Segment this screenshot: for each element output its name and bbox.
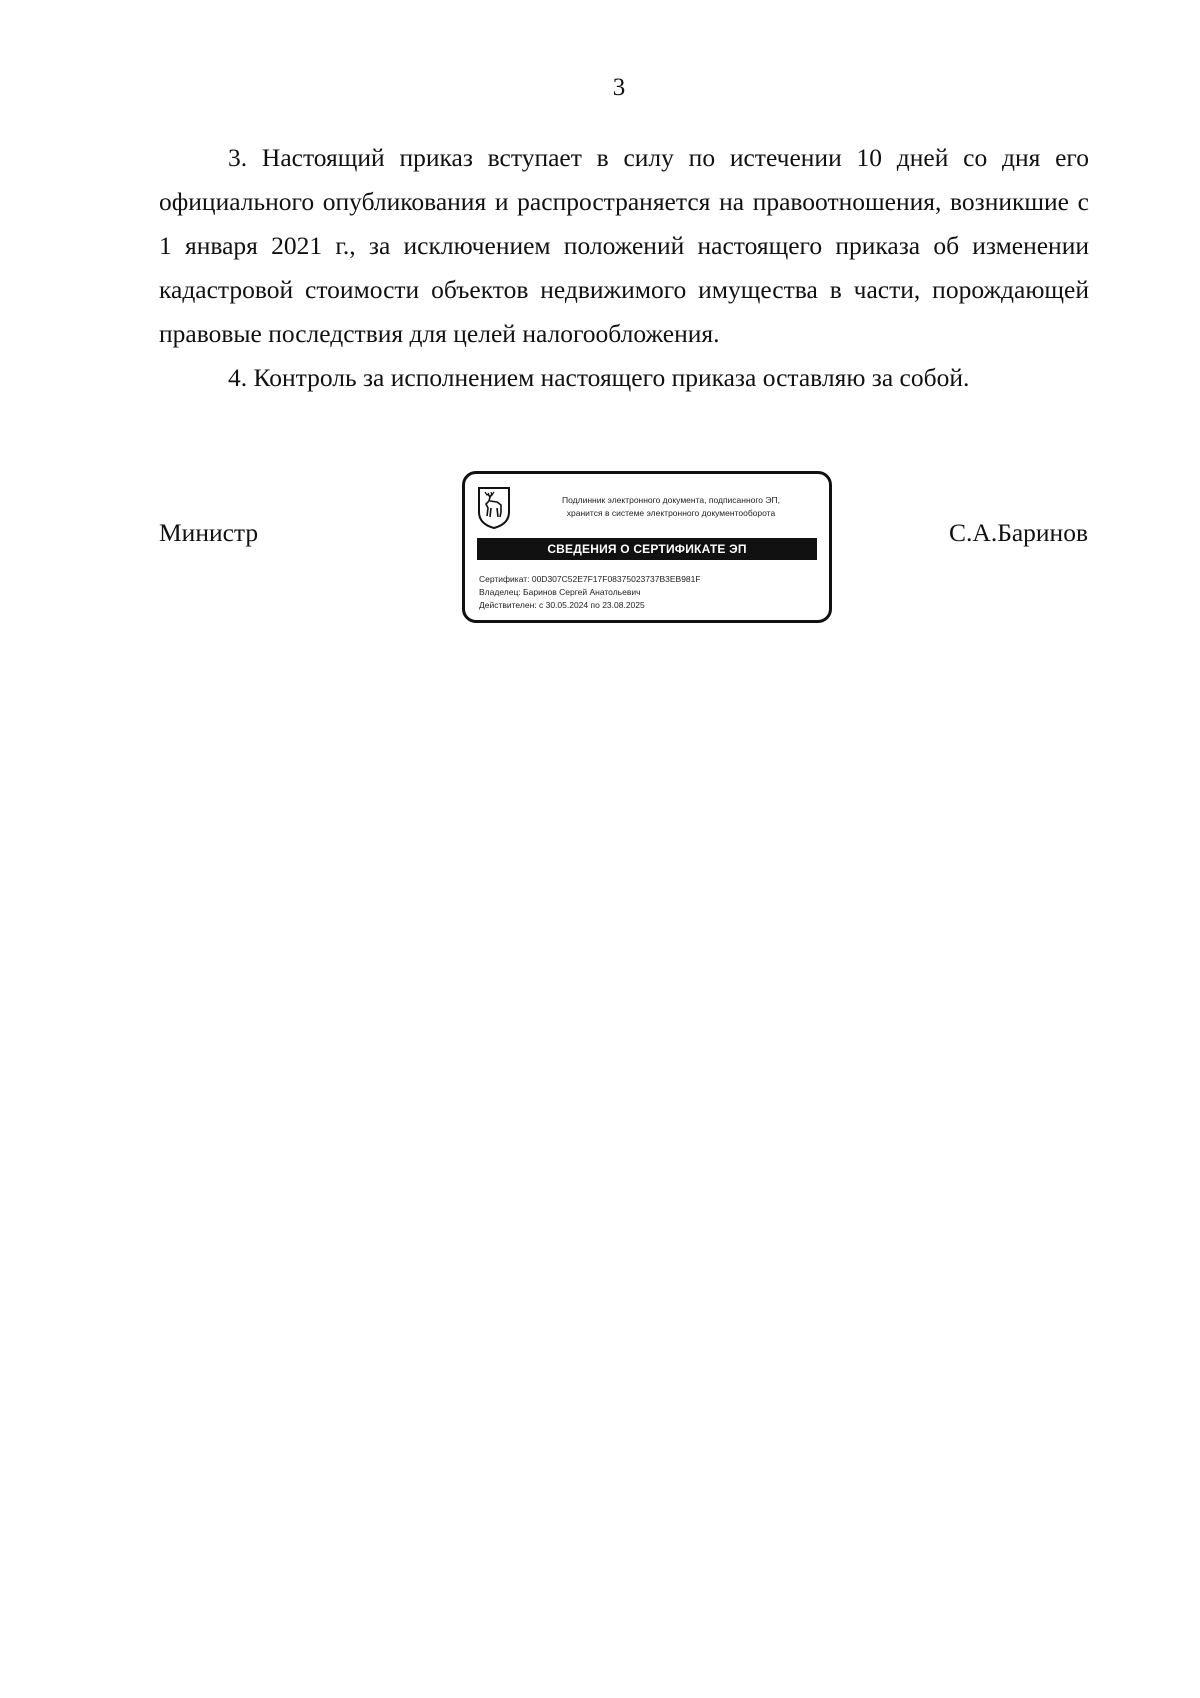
certificate-validity: Действителен: с 30.05.2024 по 23.08.2025 [479,600,645,610]
certificate-owner: Владелец: Баринов Сергей Анатольевич [479,587,641,597]
signer-position: Министр [159,518,259,547]
deer-coat-of-arms-icon [477,486,511,530]
original-note-line: хранится в системе электронного документооборота [566,508,776,518]
page-number: 3 [612,74,626,101]
original-storage-note [521,494,821,520]
signature-block [0,471,1200,631]
certificate-number: Сертификат: 00D307C52E7F17F08375023737B3EB981F [479,574,701,584]
certificate-info-title: СВЕДЕНИЯ О СЕРТИФИКАТЕ ЭП [477,538,817,560]
original-note-line: Подлинник электронного документа, подписанного ЭП, [562,495,780,505]
body-text [159,136,1089,400]
certificate-details [479,573,701,612]
signer-name: С.А.Баринов [949,518,1088,547]
electronic-signature-stamp [462,471,832,623]
paragraph-4: 4. Контроль за исполнением настоящего приказа оставляю за собой. [228,363,970,392]
paragraph-3: 3. Настоящий приказ вступает в силу по истечении 10 дней со дня его официального опубликования и распространяется на правоотношения, возникшие с 1 января 2021 г., за исключением положений настоящего приказа об изменении кадастровой стоимости объектов недвижимого имущества в части, порождающей правовые последствия для целей налогообложения. [159,143,1089,348]
